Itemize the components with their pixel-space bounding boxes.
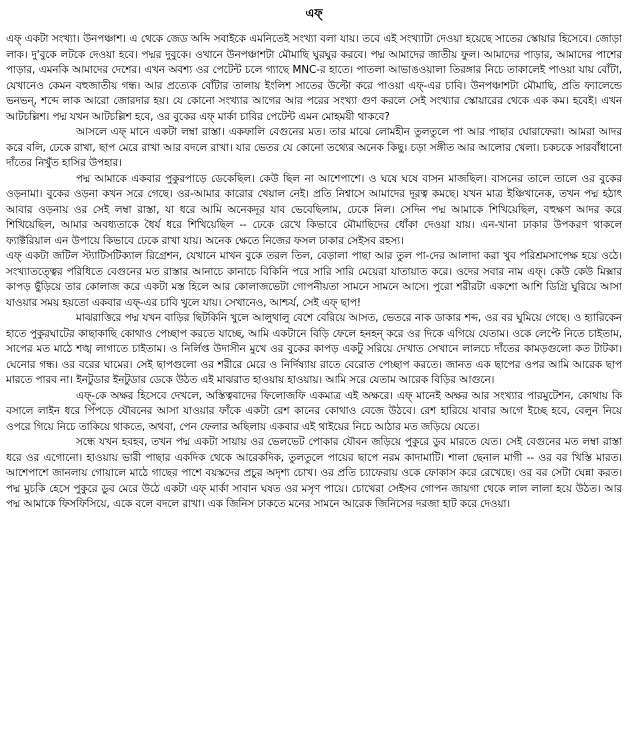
paragraph: পদ্ম আমাকে একবার পুকুরপাড়ে ডেকেছিল। কেউ ছিল না আশেপাশে। ও ঘষে ঘষে বাসন মাজছিল। বাসনের তালে তালে ওর বুকের ওড়নামা। বুকের ওড়না কখন সরে গেছে। ওর-আমার কারোর খেয়াল নেই। প্রতি নিশ্বাসে আমাদের দূরত্ব কমছে। যখন মাত্র ইঞ্চিখানেক, তখন পদ্ম হঠাৎ আবার ওড়নায় ওর সেই লম্বা রাস্তা, যা ধরে আমি অনেকদূর যাব ভেবেছিলাম, ঢেকে নিল। সেদিন পদ্ম আমাকে শিখিয়েছিল, বহুক্ষণ আদর করে শিখিয়েছিল, আমার অবধ্যতাকে ধৈর্য ধরে শিখিয়েছিল -- ঢেকে রেখে কিভাবে মৌমাছিদের ধোঁকা দেওয়া যায়। এন-খানা ঢাকার উপকরণ থাকলে ফ্যাক্টরিয়াল এন উপায়ে কিভাবে ঢেকে রাখা যায়। অনেক ক্ষেতে নিজের ফসল ঢাকার সেইসব রহস্য।	[6, 172, 622, 247]
paragraph: সন্ধে যখন হবহব, তখন পদ্ম একটা সায়ায় ওর ভেলভেট পোকার যৌবন জড়িয়ে পুকুরে ডুব মারতে যেত। সেই বেগুনের মত লম্বা রাস্তা ধরে ওর এগোনো। হাওয়ায় ভারী পাছার একদিক থেকে আরেকদিক, তুলতুলে পায়ের ছাপে নরম কাদামাটি। শালা ছেনাল মাগী -- ওর বর খিস্তি মারত। আশেপাশে জানলায় গোয়ালে মাঠে গাছের পাশে বয়স্কদের প্রচুর অদৃশ্য চোখ। ওর প্রতি চ্যাফেরায় ওকে ফোকাস করে রেখেছে। ওর বর সেটা ঘেন্না করত। পদ্ম মুচকি হেসে পুকুরে ডুব মেরে উঠে একটা এফ্ মার্কা সাবান ঘষত ওর মসৃণ পায়ে। চোখেরা সেইসব গোপন জায়গা থেকে লাল লালা হয়ে উঠত। আর পদ্ম আমাকে ফিসফিসিয়ে, একে বলে বদলে রাখা। এক জিনিস ঢাকতে মনের সামনে আরেক জিনিসের দরজা হাট করে দেওয়া।	[6, 436, 622, 510]
document-body	[6, 32, 622, 513]
paragraph: মাঝরাত্তিরে পদ্ম যখন বাড়ির ছিটকিনি খুলে আলুথালু বেশে বেরিয়ে আসত, ভেতরে নাক ডাকার শব্দ, ওর বর ঘুমিয়ে গেছে। ও হ্যারিকেন হাতে পুকুরঘাটের কাছাকাছি কোথাও পেচ্ছাপ করতে যাচ্ছে, আমি একটানে বিড়ি ফেলে হনহন্ করে ওর দিকে এগিয়ে যেতাম। ওকে লেপ্টে নিতে চাইতাম, সাপের মত মাঠে শঙ্খ লাগাতে চাইতাম। ও নির্লিপ্ত উদাসীন মুখে ওর বুকের কাপড় একটু সরিয়ে দেখাত সেখানে লালচে দাঁতের কামড়গুলো কত টাটকা। ঘেনোর গন্ধ। ওর বরের ঘামের। সেই ছাপগুলো ওর শরীরে মেরে ও নির্দিষ্যায় রাতে বেরোত পেচ্ছাপ করতে। জানত এক ছাপের ওপর আমি আরেক ছাপ মারতে পারব না। ইনটুডার ইনটুডার ডেকে উঠত এই মাঝরাত হাওয়ায় হাওয়ায়। আমি সরে যেতাম আরেক বিড়ির আগুনে।	[6, 312, 622, 386]
paragraph: এফ্ একটা সংখ্যা। উনপঞ্চাশ। এ থেকে জেড অব্দি সবাইকে এমনিতেই সংখ্যা বলা যায়। তবে এই সংখ্যাটা দেওয়া হয়েছে সাতের স্কোয়ার হিসেবে। জোড়া লাক। দু'বুকে লটকে দেওয়া হবে। পদ্মর দুবুকে। ওখানে উনপঞ্চাশটা মৌমাছি ঘুরঘুর করবে। পদ্ম আমাদের জাতীয় ফুল। আমাদের পাড়ার, আমাদের পাশের পাড়ার, এমনকি আমাদের দেশের। এখন অবশ্য ওর পেটেন্ট চলে গ্যাছে MNC-র হাতে। পাতলা আভাঙওয়ালা তিরঙ্গার নিচে তাকালেই পাওয়া যায় বোঁটা, যেখানেও কেমন বহুজাতীয় গন্ধ। আর প্রত্যেক বোঁটার তালায় ইংলিশ সাতের উল্টো করে পাওয়া এফ্-এর চাবি। উনপঞ্চাশটা মৌমাছি, প্রতি ফ্যালেন্ডে ভনভন্, শব্দে লাক আরো জোরদার হয়। যে কোনো সংখ্যার আগের আর পরের সংখ্যা গুণ করলে সেই সংখ্যার স্কোয়ারের থেকে এক কম। হবেই। এখন আটচল্লিশ। পদ্ম যখন আটচল্লিশ হবে, ওর বুকের এফ্ মার্কা চাবির পেটেন্ট এমন মোহময়ী থাকবে?	[6, 33, 622, 123]
paragraph: এফ্-কে অক্ষর হিসেবে দেখলে, অস্তিত্ববাদের ফিলোজফি একমাত্র এই অক্ষরে। এফ্ মানেই অক্ষর আর সংখ্যার পারমুটেশন, কোথায় কি বসালে লাইন ধরে পিঁপড়ে যৌবনের আসা যাওয়ার ফাঁকে একটা রেশ কানের কোথাও বেজে উঠবে। রেশ হারিয়ে যাবার আগে ইচ্ছে হবে, বেলুন নিয়ে ওপরে গিয়ে নিচে তাকিয়ে থাকতে, অথবা, পেন ফেলার অছিলায় একবার এই থাইয়ের নিচে আঠার মত জড়িয়ে যেতে।	[6, 389, 622, 433]
paragraph: এফ্ একটা জটিল স্ট্যাটিসটিক্যাল রিগ্রেশন, যেখানে মাখন বুকে তরল তিল, বেড়ালা পাছা আর তুল পা-দের আলাদা করা খুব পরিশ্রমসাপেক্ষ হয়ে ওঠে। সংখ্যাতত্ত্বের পরিধিতে বেগুনের মত রাস্তার আনাচে কানাচে বিকিনি পরে সারি সারি মেয়েরা যাতায়াত করে। ওদের সবার নাম এফ্। কেউ কেউ মিক্সার কাপড় ছুঁড়িয়ে তার কোলাজ করে একটা মস্ত হিলে আর কোলাজভেটা গোপনীয়তা সামনে সামনে আসে। পুরো শরীরটা একশো আশি ডিগ্রি ঘুরিয়ে আসা যাওয়ার সময় হয়তো একবার এফ্-এর চাবি খুলে যায়। সেখানেও, আশ্চর্য, সেই এফ্ ছাপ!	[6, 250, 622, 309]
document-title: এফ্	[305, 6, 323, 20]
paragraph: আসলে এফ্ মানে একটা লম্বা রাস্তা। একফালি বেগুনের মত। তার মাঝে লোমহীন তুলতুলে পা আর পাছার ঘোরাফেরা। আমরা আদর করে বলি, ঢেকে রাখা, ছাপ মেরে রাখা আর বদলে রাখা। যার ভেতর যে কোনো তথ্যের অনেক কিছু। চড়া সঙ্গীত আর আলোর খেলা। চকচকে সারবাঁধানো দাঁতের নিখুঁত হাসির উপহার।	[6, 126, 622, 169]
